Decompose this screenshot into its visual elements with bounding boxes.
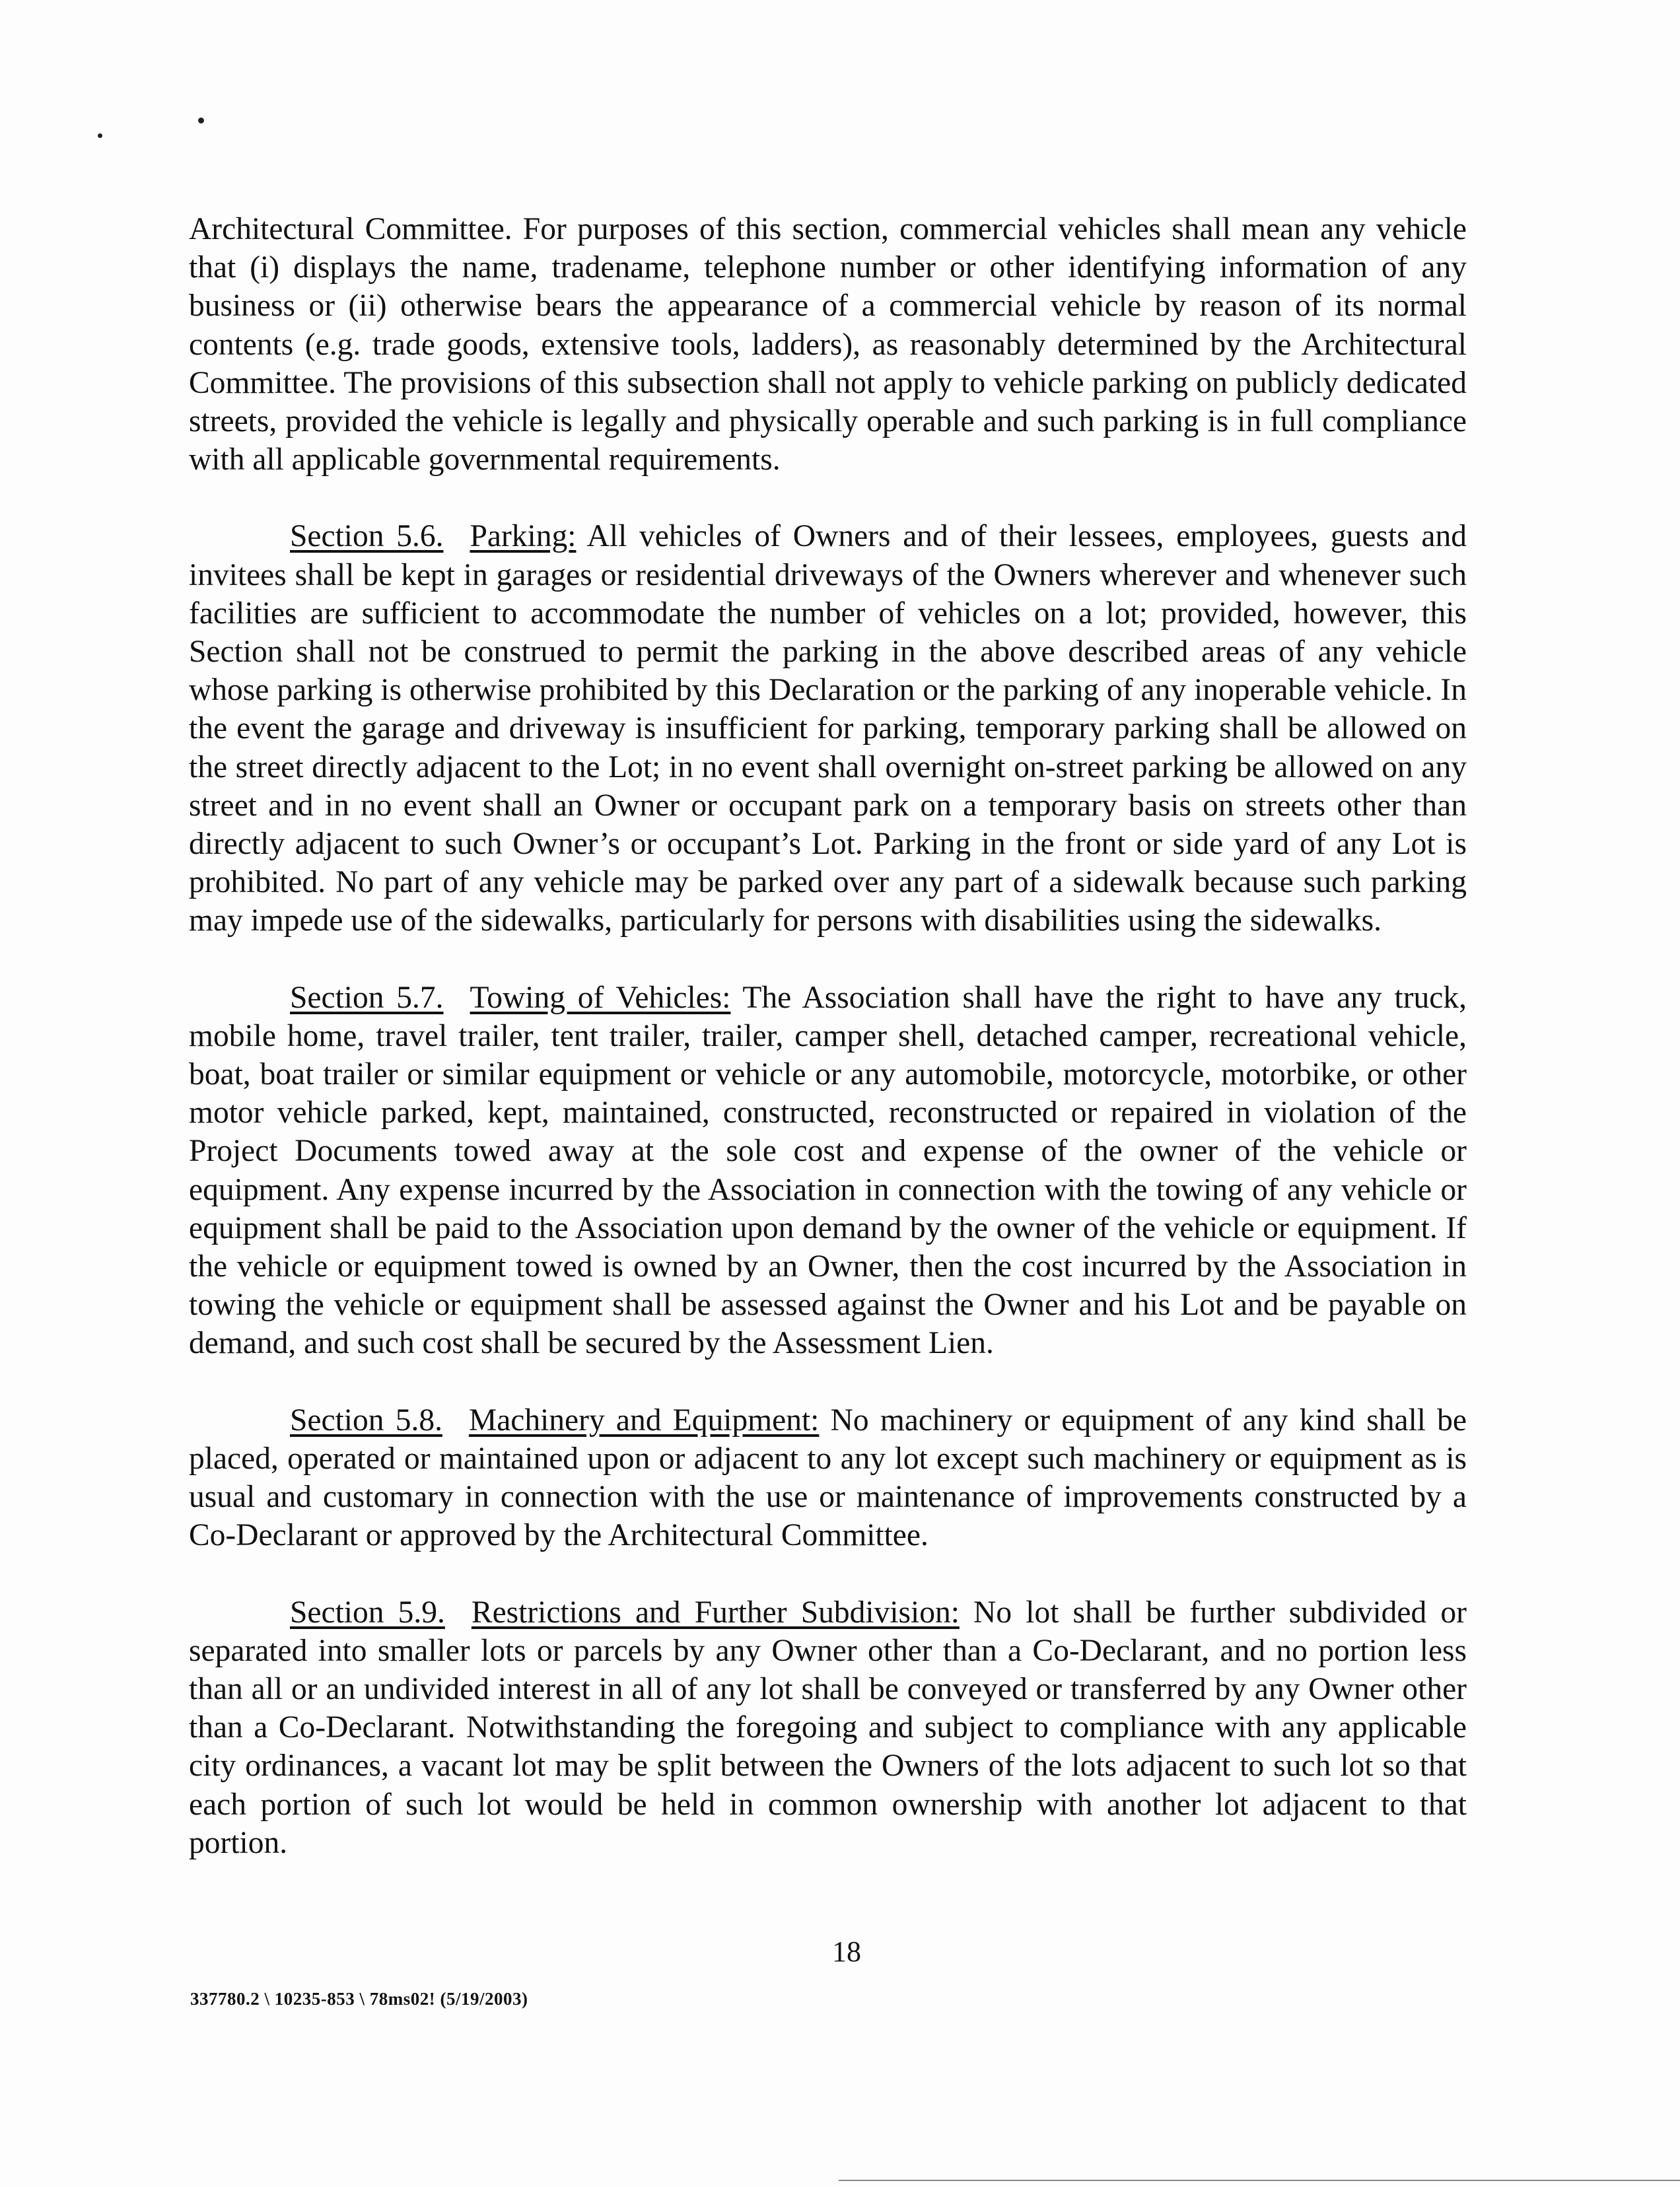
paragraph-text: Architectural Committee. For purposes of this section, commercial vehicles shall mean any vehicle that (i) displays the name, tradename, telephone number or other identifying information of any business or (ii) otherwise bears the appearance of a commercial vehicle by reason of its normal contents (e.g. trade goods, extensive tools, ladders), as reasonably determined by the Architectural Committee. The provisions of this subsection shall not apply to vehicle parking on publicly dedicated streets, provided the vehicle is legally and physically operable and such parking is in full compliance with all applicable governmental requirements. bbox=[189, 212, 1467, 477]
section-title: Towing of Vehicles: bbox=[470, 980, 731, 1015]
section-title: Machinery and Equipment: bbox=[468, 1403, 820, 1438]
section-5-7-towing bbox=[189, 979, 1467, 1363]
section-number: Section 5.9. bbox=[290, 1595, 445, 1630]
section-title: Restrictions and Further Subdivision: bbox=[471, 1595, 960, 1630]
section-title: Parking: bbox=[470, 519, 577, 554]
section-number: Section 5.6. bbox=[290, 519, 444, 554]
paragraph-text: No machinery or equipment of any kind shall be placed, operated or maintained upon or adjacent to any lot except such machinery or equipment as is usual and customary in connection with the use or maintenance of improvements constructed by a Co-Declarant or approved by the Architectural Committee. bbox=[189, 1403, 1467, 1553]
document-id: 337780.2 \ 10235-853 \ 78ms02! (5/19/2003) bbox=[190, 1989, 528, 2009]
section-5-9-subdivision bbox=[189, 1593, 1467, 1862]
section-number: Section 5.8. bbox=[290, 1403, 442, 1438]
paragraph-text: No lot shall be further subdivided or separated into smaller lots or parcels by any Owner other than a Co-Declarant, and no portion less than all or an undivided interest in all of any lot shall be conveyed or transferred by any Owner other than a Co-Declarant. Notwithstanding the foregoing and subject to compliance with any applicable city ordinances, a vacant lot may be split between the Owners of the lots adjacent to such lot so that each portion of such lot would be held in common ownership with another lot adjacent to that portion. bbox=[189, 1595, 1467, 1860]
paragraph-continuation bbox=[189, 210, 1467, 479]
section-5-6-parking bbox=[189, 517, 1467, 940]
scan-edge-line bbox=[839, 2180, 1680, 2181]
scan-speck bbox=[98, 133, 102, 138]
scan-speck bbox=[198, 118, 204, 123]
section-number: Section 5.7. bbox=[290, 980, 444, 1015]
page-number: 18 bbox=[832, 1935, 861, 1968]
paragraph-text: All vehicles of Owners and of their lessees, employees, guests and invitees shall be kept in garages or residential driveways of the Owners wherever and whenever such facilities are sufficient to accommodate the number of vehicles on a lot; provided, however, this Section shall not be construed to permit the parking in the above described areas of any vehicle whose parking is otherwise prohibited by this Declaration or the parking of any inoperable vehicle. In the event the garage and driveway is insufficient for parking, temporary parking shall be allowed on the street directly adjacent to the Lot; in no event shall overnight on-street parking be allowed on any street and in no event shall an Owner or occupant park on a temporary basis on streets other than directly adjacent to such Owner’s or occupant’s Lot. Parking in the front or side yard of any Lot is prohibited. No part of any vehicle may be parked over any part of a sidewalk because such parking may impede use of the sidewalks, particularly for persons with disabilities using the sidewalks. bbox=[189, 519, 1467, 938]
document-body bbox=[189, 210, 1467, 1900]
paragraph-text: The Association shall have the right to have any truck, mobile home, travel trailer, tent trailer, trailer, camper shell, detached camper, recreational vehicle, boat, boat trailer or similar equipment or vehicle or any automobile, motorcycle, motorbike, or other motor vehicle parked, kept, maintained, constructed, reconstructed or repaired in violation of the Project Documents towed away at the sole cost and expense of the owner of the vehicle or equipment. Any expense incurred by the Association in connection with the towing of any vehicle or equipment shall be paid to the Association upon demand by the owner of the vehicle or equipment. If the vehicle or equipment towed is owned by an Owner, then the cost incurred by the Association in towing the vehicle or equipment shall be assessed against the Owner and his Lot and be payable on demand, and such cost shall be secured by the Assessment Lien. bbox=[189, 980, 1467, 1361]
section-5-8-machinery bbox=[189, 1401, 1467, 1555]
